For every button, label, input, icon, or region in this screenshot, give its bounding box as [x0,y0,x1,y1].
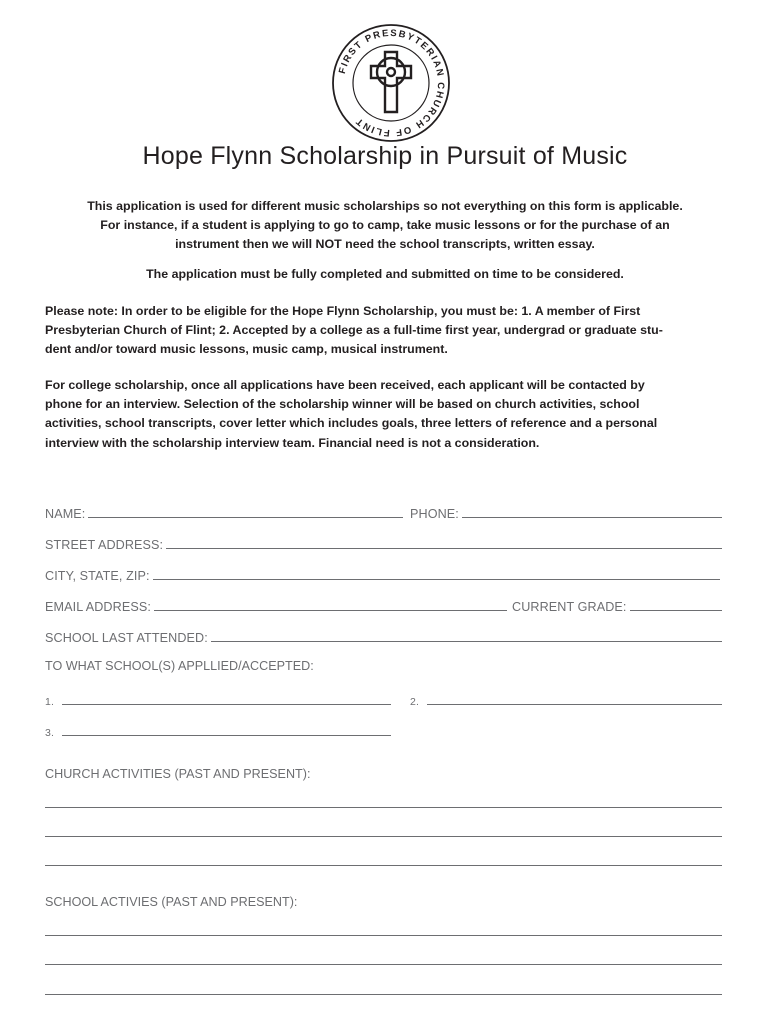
city-state-zip-label: CITY, STATE, ZIP: [45,569,150,583]
school-1-label: 1. [45,696,54,708]
church-activities-line-2[interactable] [45,836,722,837]
church-activities-heading: CHURCH ACTIVITIES (PAST AND PRESENT): [45,767,311,781]
school-last-attended-field[interactable] [45,629,722,645]
school-1-field[interactable] [45,692,391,708]
school-activities-line-2[interactable] [45,964,722,965]
email-address-field[interactable] [45,598,507,614]
school-activities-heading: SCHOOL ACTIVIES (PAST AND PRESENT): [45,895,298,909]
page-title: Hope Flynn Scholarship in Pursuit of Music [142,142,628,170]
school-activities-line-1[interactable] [45,935,722,936]
phone-field[interactable] [410,505,722,521]
name-field[interactable] [45,505,403,521]
current-grade-label: CURRENT GRADE: [512,600,627,614]
city-state-zip-field[interactable] [45,567,720,583]
street-address-field[interactable] [45,536,722,552]
school-3-label: 3. [45,727,54,739]
school-2-field[interactable] [410,692,722,708]
phone-label: PHONE: [410,507,459,521]
school-activities-line-3[interactable] [45,994,722,995]
celtic-cross-icon [371,52,411,112]
name-label: NAME: [45,507,86,521]
intro-paragraph: This application is used for different music scholarships so not everything on this form is applicable. For instance, if a student is applying to go to camp, take music lessons or for the purchase of an instrument then we will NOT need the school transcripts, written essay. [87,199,683,252]
church-activities-line-3[interactable] [45,865,722,866]
deadline-notice: The application must be fully completed and submitted on time to be considered. [146,267,624,281]
street-address-label: STREET ADDRESS: [45,538,164,552]
school-last-attended-label: SCHOOL LAST ATTENDED: [45,631,208,645]
schools-applied-heading: TO WHAT SCHOOL(S) APPLLIED/ACCEPTED: [45,659,314,673]
church-activities-line-1[interactable] [45,807,722,808]
college-scholarship-info: For college scholarship, once all applications have been received, each applicant will be contacted by phone for an interview. Selection of the scholarship winner will be based on church activities, school activities, school transcripts, cover letter which includes goals, three letters of reference and a personal interview with the scholarship interview team. Financial need is not a consideration. [45,378,658,450]
email-address-label: EMAIL ADDRESS: [45,600,151,614]
school-2-label: 2. [410,696,419,708]
current-grade-field[interactable] [512,598,722,614]
eligibility-note: Please note: In order to be eligible for the Hope Flynn Scholarship, you must be: 1. A member of First Presbyterian Church of Flint; 2. Accepted by a college as a full-time first year, undergrad or graduate stu- dent and/or toward music lessons, music camp, musical instrument. [45,304,663,357]
school-3-field[interactable] [45,723,391,739]
church-seal-logo [330,22,452,144]
svg-text:FIRST PRESBYTERIAN CHURCH OF F: FIRST PRESBYTERIAN CHURCH OF FLINT [336,27,447,139]
